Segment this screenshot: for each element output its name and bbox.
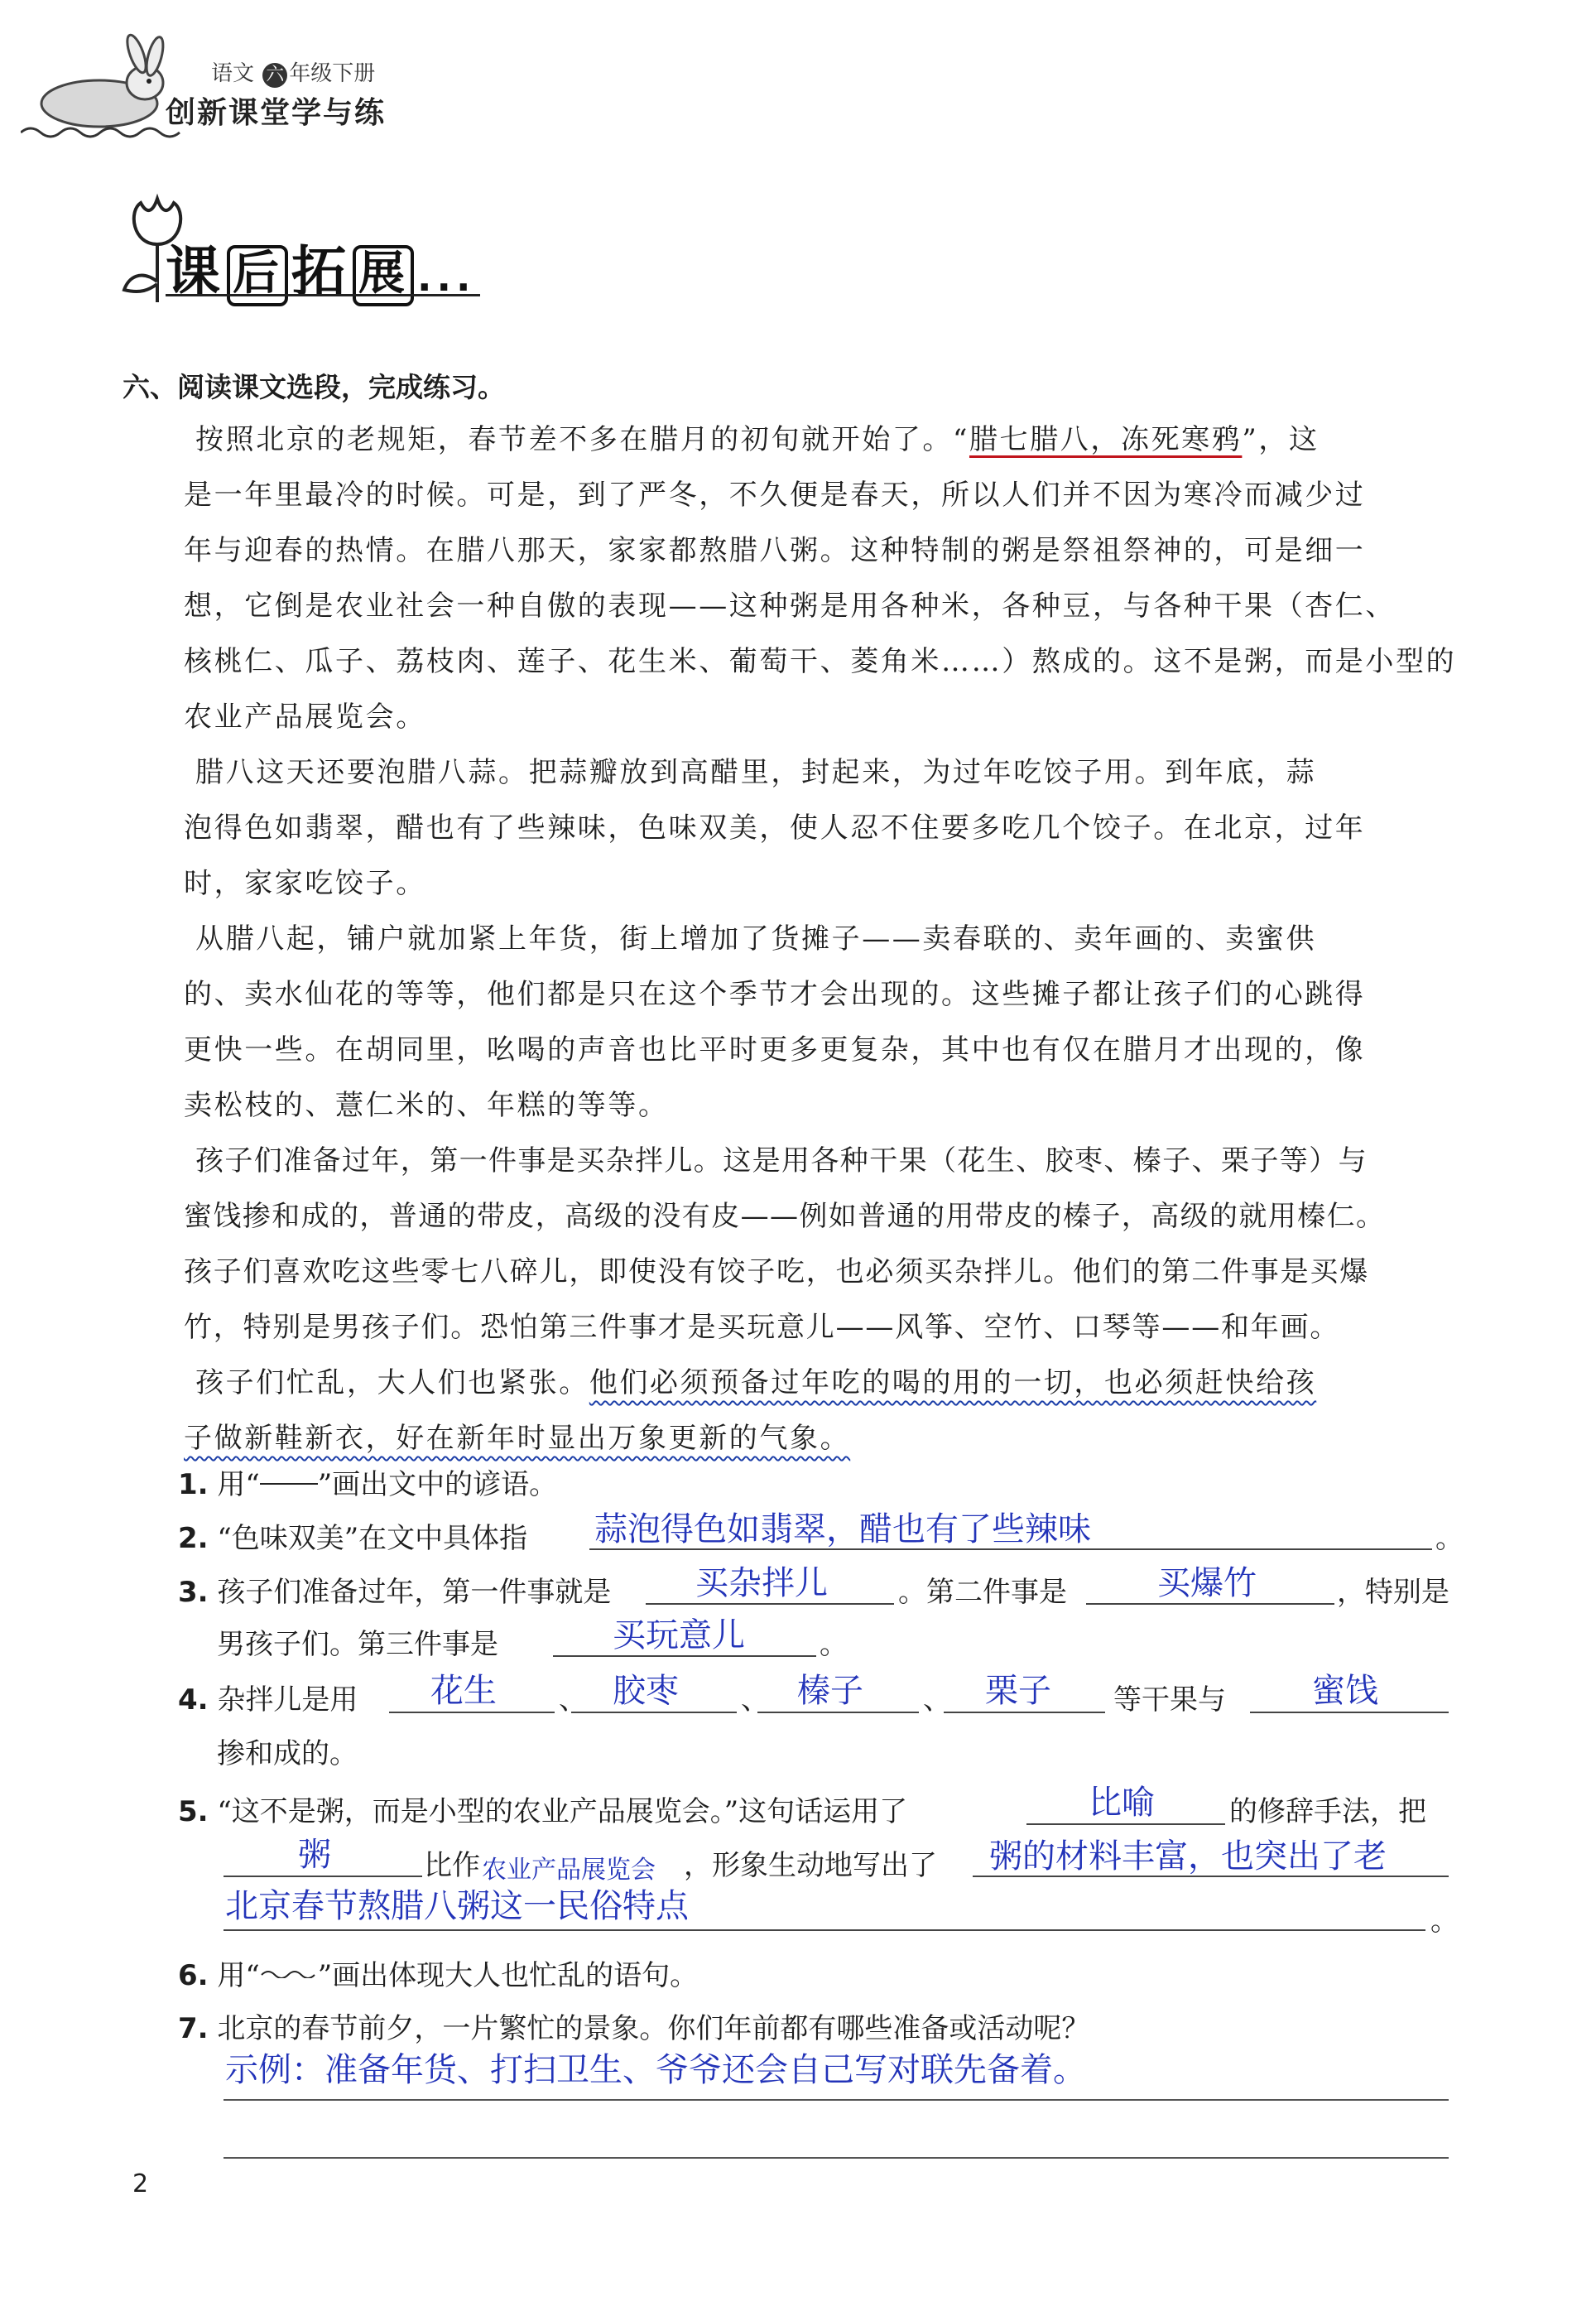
passage-line: 从腊八起，铺户就加紧上年货，街上增加了货摊子——卖春联的、卖年画的、卖蜜供 [195,922,1317,956]
question-number: 3. [178,1576,209,1609]
question-number: 6. [178,1959,209,1992]
header-subject-line [211,56,375,88]
answer-blank[interactable] [571,1712,737,1713]
question-text: 比作 [424,1849,480,1882]
banner-char-3: 拓 [291,240,349,304]
question-text: ，特别是 [1337,1576,1449,1609]
answer-blank[interactable] [224,1929,1425,1931]
passage-line: 核桃仁、瓜子、荔枝肉、莲子、花生米、葡萄干、菱角米……）熬成的。这不是粥，而是小型的 [184,645,1457,678]
handwritten-answer: 栗子 [985,1672,1051,1710]
busy-adults-sentence: 他们必须预备过年吃的喝的用的一切，也必须赶快给孩 [589,1366,1317,1399]
passage-line [195,1360,1316,1400]
question-number: 1. [178,1468,209,1501]
question-2 [178,1515,527,1556]
question-end: 。 [1435,1522,1464,1555]
separator: 、 [741,1683,769,1717]
handwritten-answer: 农业产品展览会 [482,1856,656,1885]
answer-blank[interactable] [757,1712,919,1713]
passage-line: 的、卖水仙花的等等，他们都是只在这个季节才会出现的。这些摊子都让孩子们的心跳得 [184,978,1366,1011]
question-text: 杂拌儿是用 [217,1683,358,1717]
passage-line: 泡得色如翡翠，醋也有了些辣味，色味双美，使人忍不住要多吃几个饺子。在北京，过年 [184,811,1366,845]
separator: 、 [559,1683,587,1717]
handwritten-answer: 粥 [298,1836,331,1874]
question-7 [178,2006,1089,2046]
passage-line: 农业产品展览会。 [184,701,426,734]
question-text: ”画出体现大人也忙乱的语句。 [317,1959,699,1992]
passage-line: 竹，特别是男孩子们。恐怕第三件事才是买玩意儿——风筝、空竹、口琴等——和年画。 [184,1311,1340,1344]
separator: 、 [923,1683,951,1717]
passage-line: 腊八这天还要泡腊八蒜。把蒜瓣放到高醋里，封起来，为过年吃饺子用。到年底，蒜 [195,756,1317,789]
banner-underline [166,294,480,296]
answer-line[interactable] [224,2099,1449,2101]
answer-blank[interactable] [389,1712,555,1713]
handwritten-answer: 粥的材料丰富，也突出了老 [989,1837,1387,1876]
question-number: 5. [178,1795,209,1828]
passage-line: 想，它倒是农业社会一种自傲的表现——这种粥是用各种米，各种豆，与各种干果（杏仁、 [184,590,1396,623]
answer-blank[interactable] [1250,1712,1449,1713]
passage-line: 年与迎春的热情。在腊八那天，家家都熬腊八粥。这种特制的粥是祭祖祭神的，可是细一 [184,534,1366,567]
passage-line: 更快一些。在胡同里，吆喝的声音也比平时更多更复杂，其中也有仅在腊月才出现的，像 [184,1033,1366,1067]
question-text: 男孩子们。第三件事是 [217,1628,498,1661]
question-number: 4. [178,1683,209,1717]
passage-line [184,1415,850,1456]
question-text: 用“ [217,1468,260,1501]
handwritten-answer: 榛子 [797,1672,863,1710]
question-text: 等干果与 [1113,1683,1226,1717]
question-heading: 六、阅读课文选段，完成练习。 [123,371,505,403]
question-text: 用“ [217,1959,260,1992]
banner-char-2: 后 [227,245,288,306]
question-end: 。 [820,1628,848,1661]
passage-text: 按照北京的老规矩，春节差不多在腊月的初旬就开始了。“ [195,423,969,456]
header-grade-badge: 六 [262,63,287,88]
answer-blank[interactable] [944,1712,1105,1713]
header-book-title: 创新课堂学与练 [166,96,387,130]
header-grade-suffix: 年级下册 [289,61,376,86]
question-text: 。第二件事是 [898,1576,1067,1609]
handwritten-answer: 买杂拌儿 [695,1564,828,1602]
answer-blank[interactable] [1026,1823,1225,1825]
header-subject: 语文 [211,61,255,86]
question-end: 。 [1430,1904,1459,1938]
answer-line[interactable] [224,2157,1449,2159]
handwritten-answer: 胶枣 [613,1672,679,1710]
banner-dots: ... [417,255,476,300]
passage-line: 孩子们喜欢吃这些零七八碎儿，即使没有饺子吃，也必须买杂拌儿。他们的第二件事是买爆 [184,1255,1369,1288]
passage-line: 时，家家吃饺子。 [184,867,426,900]
question-3 [178,1569,611,1610]
passage-line: 蜜饯掺和成的，普通的带皮，高级的没有皮——例如普通的用带皮的榛子，高级的就用榛仁。 [184,1200,1386,1233]
straight-line-symbol [260,1461,318,1485]
handwritten-answer: 示例：准备年货、打扫卫生、爷爷还会自己写对联先备着。 [225,2051,1086,2089]
banner-char-1: 课 [166,240,224,304]
passage-line: 卖松枝的、薏仁米的、年糕的等等。 [184,1089,669,1122]
question-text: 北京的春节前夕，一片繁忙的景象。你们年前都有哪些准备或活动呢？ [217,2012,1090,2045]
handwritten-answer: 北京春节熬腊八粥这一民俗特点 [225,1887,689,1925]
handwritten-answer: 买爆竹 [1157,1564,1257,1602]
passage-line: 孩子们准备过年，第一件事是买杂拌儿。这是用各种干果（花生、胶枣、榛子、栗子等）与 [195,1144,1368,1177]
question-6 [178,1953,698,1993]
proverb-underlined: 腊七腊八，冻死寒鸦 [969,423,1243,456]
handwritten-answer: 蒜泡得色如翡翠，醋也有了些辣味 [594,1510,1091,1548]
passage-line: 是一年里最冷的时候。可是，到了严冬，不久便是春天，所以人们并不因为寒冷而减少过 [184,479,1366,512]
question-number: 7. [178,2012,209,2045]
handwritten-answer: 蜜饯 [1312,1672,1378,1710]
handwritten-answer: 花生 [430,1672,497,1710]
question-text: 孩子们准备过年，第一件事就是 [217,1576,612,1609]
question-text: 的修辞手法，把 [1229,1795,1426,1828]
question-text: “这不是粥，而是小型的农业产品展览会。”这句话运用了 [217,1795,908,1828]
header-bunny-logo [21,33,186,149]
passage-line [195,417,1320,457]
question-text: ”画出文中的谚语。 [317,1468,558,1501]
question-4 [178,1677,358,1717]
page-number: 2 [132,2169,149,2198]
answer-blank[interactable] [224,1876,422,1877]
handwritten-answer: 买玩意儿 [613,1616,745,1654]
passage-text: 孩子们忙乱，大人们也紧张。 [195,1366,589,1399]
question-text: 掺和成的。 [217,1737,358,1770]
question-5 [178,1789,907,1829]
question-text: “色味双美”在文中具体指 [217,1522,528,1555]
question-number: 2. [178,1522,209,1555]
handwritten-answer: 比喻 [1089,1784,1155,1822]
wavy-line-symbol [260,1953,318,1977]
question-1 [178,1461,557,1502]
busy-adults-sentence-cont: 子做新鞋新衣，好在新年时显出万象更新的气象。 [184,1422,851,1455]
question-text: ，形象生动地写出了 [684,1849,937,1882]
banner-char-4: 展 [353,245,414,306]
passage-text: ”，这 [1242,423,1320,456]
